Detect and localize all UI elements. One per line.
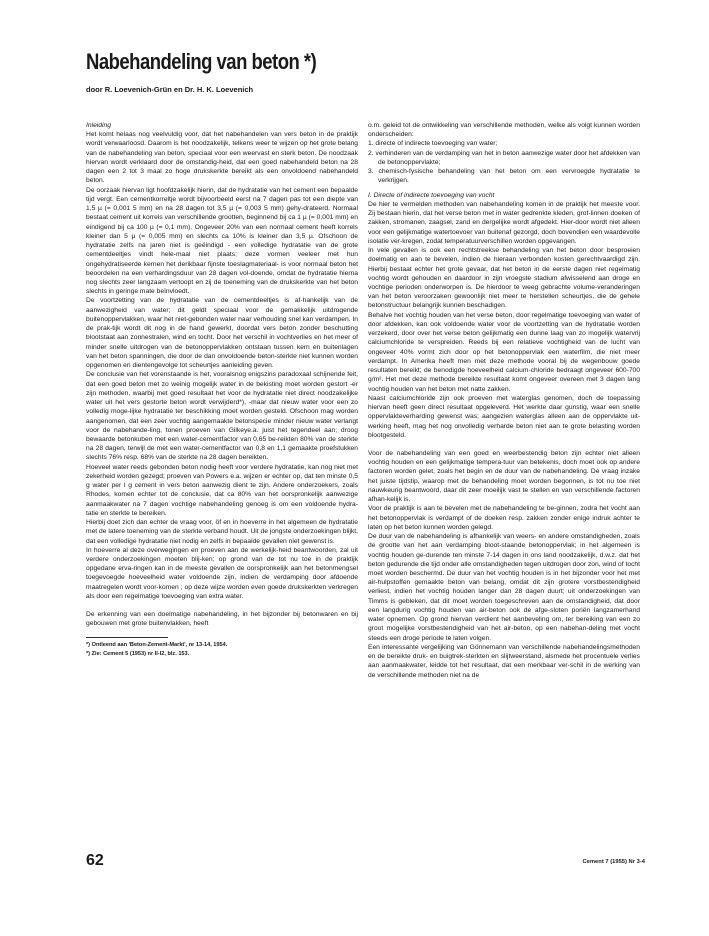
body-paragraph: Het komt helaas nog veelvuldig voor, dat het nabehandelen van vers beton in de praktijk wordt verwaarloosd. Daarom is het noodzakelijk, telkens weer te wijzen op het grote belang van de nabehandeling van beton, speciaal voor een weervast en sterk beton. De noodzaak hiervan wordt verklaard door de omstandig-heid, dat een goed nabehandeld beton na 28 dagen een 2 tot 3 maal zo hoge drukskerkte bereikt als een onvoldoend nabehandeld beton.	[86, 131, 358, 185]
list-item: 3. chemisch-fysische behandeling van het beton om een vervroegde hydratatie te verkrijgen.	[368, 168, 640, 185]
method-list	[368, 139, 640, 185]
body-paragraph: Een interessante vergelijking van Gönnemann van verschillende nabehandelingsmethoden en de bereikte druk- en buigtrek-sterkten en slijtweerstand, alsmede het procentuele verlies aan aanmaakwater, leidde tot het resultaat, dat een merkbaar ver-schil in de werking van de verschillende methoden niet na de	[368, 643, 640, 679]
footnote-divider	[86, 637, 168, 638]
body-paragraph: Hierbij doet zich dan echter de vraag voor, öf en in hoeverre in het algemeen de hydratatie met de latere toeneming van de sterkte verband houdt. Uit de jongste onderzoekingen blijkt, dat een volledige hydratatie niet nodig en zelfs in bepaalde gevallen niet gewenst is.	[86, 519, 358, 545]
section-heading: I. Directe of indirecte toevoeging van vocht	[368, 191, 495, 199]
list-item: 1. directe of indirecte toevoeging van water;	[368, 140, 498, 148]
body-paragraph: Voor de nabehandeling van een goed en weerbestendig beton zijn echter niet alleen vochtig houden en een gelijkmatige tempera-tuur van betekenis, doch moet ook op andere factoren worden gelet, zoals het begin en de duur van de nabehandeling. De vraag inzake het juiste tijdstip, waarop met de behandeling moet worden begonnen, is tot nu toe niet nauwkeurig beantwoord, daar dit zeer moeilijk vast te stellen en van verschillende factoren afhan-kelijk is.	[368, 449, 640, 504]
body-paragraph: De duur van de nabehandeling is afhankelijk van weers- en andere omstandigheden, zoals de grootte van het aan verdamping bloot-staande betonoppervlak; in het algemeen is vochtig houden ge-durende ten minste 7-14 dagen in ons land noodzakelijk, d.w.z. dat het beton gedurende die tijd onder alle omstandigheden tegen uitdrogen door zon, wind of tocht moet worden beschermd. De duur van het vochtig houden is in het bijzonder voor het met air-hulpstoffen gemaakte beton van belang, omdat dit zijn grotere vorstbestendigheid verliest, indien het vochtig houden langer dan 28 dagen duurt; uit onderzoekingen van Timms is gebleken, dat dit moet worden toegeschreven aan de omstandigheid, dat door een langdurig vochtig houden van air-beton ook de afge-sloten poriën langzamerhand water opnemen. Op grond hiervan verdient het aanbeveling om, ter bereiking van een zo groot mogelijke vorstbestendigheid van het air-beton, op een nabehan-deling met vocht steeds een droge periode te laten volgen.	[368, 533, 640, 642]
journal-reference: Cement 7 (1955) Nr 3-4	[582, 859, 645, 865]
article-byline: door R. Loevenich-Grün en Dr. H. K. Loevenich	[86, 85, 254, 94]
list-item: 2. verhinderen van de verdamping van het in beton aanwezige water door het afdekken van de betonoppervlakte;	[368, 149, 640, 166]
intro-heading: Inleiding	[86, 122, 111, 129]
body-paragraph: De oorzaak hiervan ligt hoofdzakelijk hierin, dat de hydratatie van het cement een bepaalde tijd vergt. Een cementkorreltje wordt bijvoorbeeld eerst na 7 dagen pas tot een diepte van 1,5 µ (= 0,001 5 mm) en na 28 dagen tot 3,5 µ (= 0,003 5 mm) gehy-drateerd. Normaal bestaat cement uit korrels van verschillende grootten, beginnend bij ca 1 µ (= 0,001 mm) en eindigend bij ca 100 µ (= 0,1 mm). Ongeveer 20% van een normaal cement heeft korrels kleiner dan 5 µ (= 0,005 mm) en slechts ca 10% is kleiner dan 3,5 µ. Ofschoon de hydratatie zelfs na jaren niet is geëindigd - een volledige hydratatie van de grote cementdeeltjes vindt hele-maal niet plaats; deze vormen veeleer met hun ongehydratiseerde kernen het derikbaar fijnste toeslagmateriaal- is voor normaal beton het beoordelen na een verhardingsduur van 28 dagen vol-doende, omdat de hydratatie hierna nog slechts zeer langzaam vertoopt en zij de toeneming van de drukskerkte van het beton slechts in geringe mate beïnvloedt.	[86, 186, 358, 296]
body-paragraph: Hoeveel water reeds gebonden beton nodig heeft voor verdere hydratatie, kan nog niet met zekerheid worden gezegd; proeven van Powers e.a. wijzen er echter op, dat ten minste 0,5 g water per l g cement in vers beton aanwezig dient te zijn. Andere onderzoekers, zoals Rhodes, komen echter tot de conclusie, dat ca 80% van het oorspronkelijk aanwezige aanmaakwater na 7 dagen vochtige nabehandeling genoeg is om een voldoende hydra-tatie en sterkte te bereiken.	[86, 463, 358, 517]
footnote: *) Zie: Cement 5 (1953) nr II-I2, blz. 153.	[86, 650, 190, 657]
body-paragraph: Behalve het vochtig houden van het verse beton, door regelmatige toevoeging van water of door afdekken, kan ook voldoende water voor de voortzetting van de hydratatie worden verzekerd, door over het verse beton gelijkmatig een dunne laag van zo mogelijk watervrij calciumchloride te verspreiden. Reeds bij een relatieve vochtigheid van de lucht van ongeveer 40% vormt zich door op het betonoppervlak een waterfilm, die niet meer verdampt. In Amerika heeft men met deze methode vooral bij de wegenbouw goede resultaten bereikt; de benodigde hoeveelheid calcium-chloride bedraagt ongeveer 600-700 g/m². Het met deze methode bereikte resultaat komt ongeveer overeen met 3 dagen lang vochtig houden van het beton met natte zakken.	[368, 311, 640, 393]
left-column	[86, 121, 358, 838]
body-paragraph: In hoeverre al deze overwegingen en proeven aan de werkelijk-heid beantwoorden, zal uit verdere onderzoekingen moeten blij-ken; op grond van de tot nu toe in de praktijk opgedane erva-ringen kan in de meeste gevallen de oorspronkelijk aan het betonmengsel toegevoegde hoeveelheid water voldoende zijn, indien de verdamping door afdoende maatregelen wordt voor-komen ; op deze wijze worden even goede drukskerkten verkregen als door een regelmatige toevoeging van extra water.	[86, 546, 358, 600]
body-paragraph: In vele gevallen is ook een rechtstreekse behandeling van het beton door besproeien doelmatig en aan te bevelen, indien de hieraan verbonden kosten gerechtvaardigd zijn. Hierbij bestaat echter het grote gevaar, dat het beton in de eerste dagen niet regelmatig vochtig wordt gehouden en daardoor in zijn vroegste stadium afwisselend aan droge en vochtige perioden onderworpen is. De hierdoor te weeg gebrachte volume-veranderingen van het beton veroorzaken gewoonlijk niet meer te herstellen scheurtjes, die de gehele betonstructuur belangrijk kunnen beschadigen.	[368, 247, 640, 310]
body-paragraph: De voortzetting van de hydratatie van de cementdeeltjes is af-hankelijk van de aanwezigheid van water; dit geldt speciaal voor de gemakkelijk uitdrogende buitenoppervlakken, waar het niet-gebonden water naar verhouding snel kan verdampen. In de prak-tijk wordt dit nog in de hand gewerkt, doordat vers beton zonder beschutting blootstaat aan zonnestralen, wind en tocht. Door het verschil in vochtverlies en het meer of minder snelle uitdrogen van de betonoppervlakken ontstaan tussen kern en buitenlagen van het beton spanningen, die door de dan onvoldoende beton-sterkte niet kunnen worden opgenomen en dientengevolge tot scheurtjes aanleiding geven.	[86, 297, 358, 370]
body-paragraph: De erkenning van een doelmatige nabehandeling, in het bijzonder bij betonwaren en bij gebouwen met grote buitenvlakken, heeft	[86, 611, 358, 628]
body-paragraph: o.m. geleid tot de ontwikkeling van verschillende methoden, welke als volgt kunnen worden onderscheiden:	[368, 122, 640, 139]
right-column	[368, 121, 640, 838]
body-paragraph: De conclusie van het vorenstaande is het, vooralsnog enigszins paradoxaal schijnende feit, dat een goed beton met zo weinig mogelijk water in de bekisting moet worden gestort -er zijn methoden, waarbij met goed resultaat het voor de hydratatie niet direct noodzakelijke water uit het vers gestorte beton wordt verwijderd*), -maar dat nieuw water voor een zo volledig moge-lijke hydratatie ter beschikking moet worden gesteld. Ofschoon mag worden aangenomen, dat een zeer vochtig aangemaakte betonspecie minder nieuw water verlangt voor de nabehande-ling, tonen proeven van Gilkeye.a. juist het tegendeel aan; droog bewaarde betonkuben met een water-cementfactor van 0,65 be-reikten 80% van de sterkte na 28 dagen, terwijl de met een water-cementfactor van 0,8 en 1,1 gemaakte proefstukken slechts 76% resp. 68% van de sterkte na 28 dagen bereikten.	[86, 371, 358, 462]
body-paragraph: Voor de praktijk is aan te bevelen met de nabehandeling te be-ginnen, zodra het vocht aan het betonoppervlak is verdampt of de doeken resp. zakken zonder enige indruk achter te laten op het beton kunnen worden gelegd.	[368, 505, 640, 531]
footnote: *) Ontleend aan 'Beton-Zement-Markt', nr 13-14, 1954.	[86, 641, 228, 648]
body-paragraph: Naast calciumchloride zijn ook proeven met waterglas genomen, doch de toepassing hiervan heeft geen direct resultaat opgeleverd. Het werkte daar gunstig, waar een snelle oppervlakteverharding gewenst was; aangezien waterglas alleen aan de oppervlakte uit-werking heeft, mag het nog onvolledig verharde beton niet aan te grote belasting worden blootgesteld.	[368, 394, 640, 439]
body-paragraph: De hier te vermelden methoden van nabehandeling komen in de praktijk het meeste voor. Zij bestaan hierin, dat het verse beton met in water gedrenkte kleden, grof-linnen doeken of zakken, stromanen, zaagsel, zand en dergelijke wordt afgedekt. Hier-door wordt niet alleen voor een gelijkmatige watertoevoer van buitenaf gezorgd, doch bovendien een waardevolle isolatie ver-kregen, zodat temperatuurverschillen worden opgevangen.	[368, 200, 640, 245]
article-title: Nabehandeling van beton *)	[86, 49, 317, 74]
page-number: 62	[86, 852, 104, 869]
